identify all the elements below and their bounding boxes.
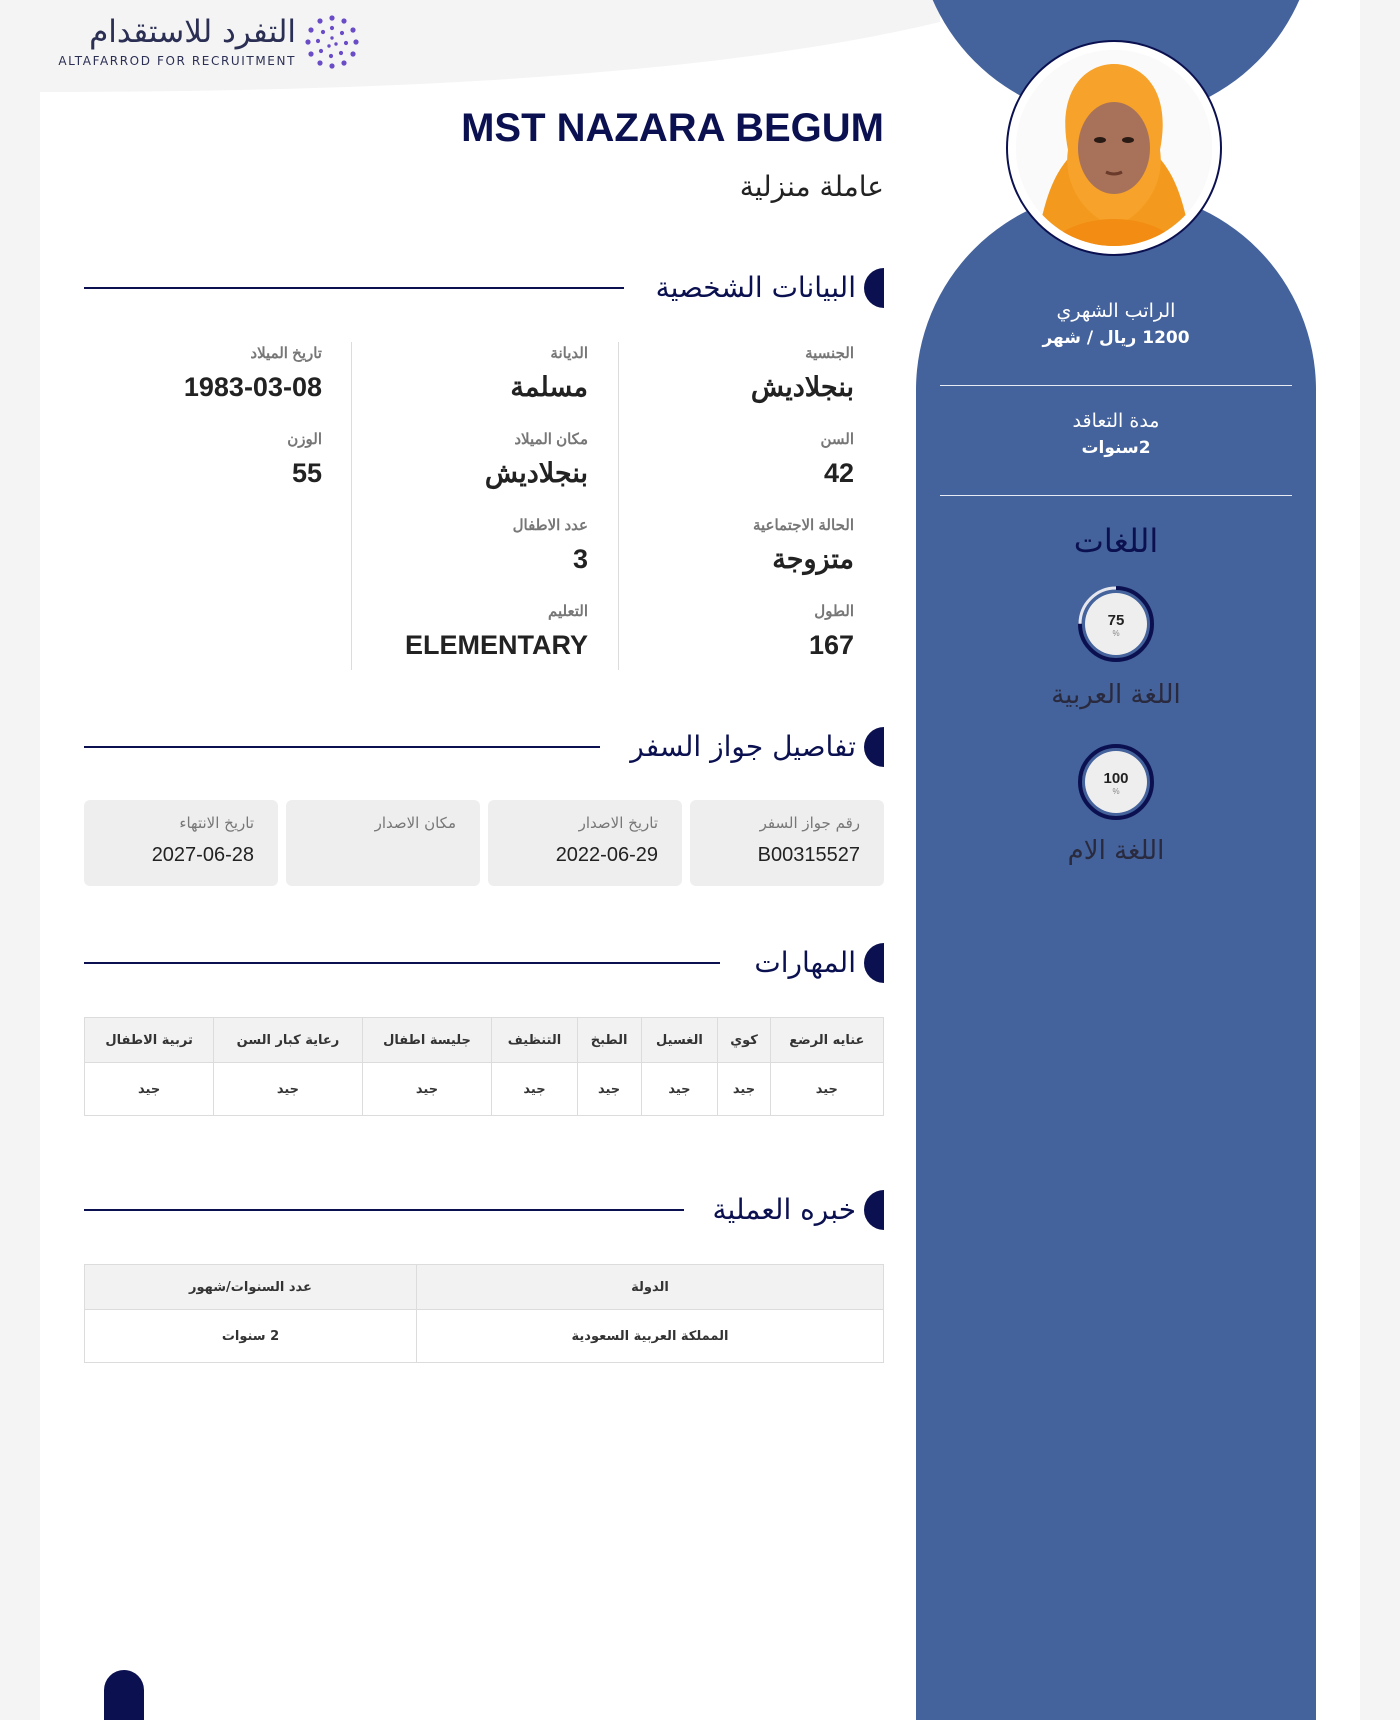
section-title: المهارات [754,946,856,979]
info-label: عدد الاطفال [512,517,588,534]
info-item-birthdate [100,344,322,430]
table-cell: المملكة العربية السعودية [417,1310,884,1363]
language-name-arabic: اللغة العربية [1051,680,1181,710]
table-header-cell: الدولة [417,1265,884,1310]
table-header-row [85,1265,884,1310]
section-title: خبره العملية [712,1193,856,1226]
info-item-religion [360,344,588,430]
company-name-ar: التفرد للاستقدام [89,14,296,50]
footer-tab [104,1670,144,1720]
info-item-nationality [630,344,854,430]
languages-title: اللغات [1073,522,1159,560]
sidebar-divider [940,495,1292,496]
salary-value: 1200 ريال / شهر [1042,328,1190,348]
passport-issue-place-box [286,800,480,886]
profile-photo-icon [1016,50,1212,246]
table-cell: جيد [362,1063,492,1116]
info-value: 3 [572,544,588,574]
table-header-row [85,1018,884,1063]
logo-dots-icon [304,14,360,70]
personal-column-1 [630,344,854,688]
info-value: بنجلاديش [750,372,854,402]
passport-value: 2027-06-28 [151,844,254,866]
passport-value: 2022-06-29 [555,844,658,866]
table-header-cell: التنظيف [492,1018,577,1063]
gauge-value: 75 [1107,612,1125,629]
personal-column-3 [100,344,322,516]
info-value: بنجلاديش [484,458,588,488]
info-value: مسلمة [510,372,588,402]
table-cell: جيد [718,1063,770,1116]
gauge-percent-sign: % [1112,629,1120,638]
section-rule [84,287,624,289]
passport-value: B00315527 [757,844,860,866]
table-header-cell: الطبخ [577,1018,641,1063]
section-rule [84,1209,684,1211]
info-item-birthplace [360,430,588,516]
mother-language-gauge [1076,742,1156,822]
passport-issue-date-box [488,800,682,886]
section-experience [84,1190,884,1230]
info-value: متزوجة [772,544,854,574]
company-logo [60,14,360,74]
section-cap [864,727,884,767]
company-name-en: ALTAFARROD FOR RECRUITMENT [58,54,296,68]
table-header-cell: عدد السنوات/شهور [85,1265,417,1310]
section-title: البيانات الشخصية [655,271,856,304]
info-value: 42 [823,458,854,488]
gauge-value: 100 [1103,770,1129,787]
column-separator [618,342,619,670]
monthly-salary [940,300,1292,348]
table-cell: جيد [214,1063,363,1116]
info-label: تاريخ الميلاد [250,345,322,362]
section-cap [864,268,884,308]
info-item-weight [100,430,322,516]
table-cell: جيد [577,1063,641,1116]
table-header-cell: جليسة اطفال [362,1018,492,1063]
info-label: الديانة [550,345,588,362]
info-value: 1983-03-08 [183,372,322,402]
gauge-percent-sign: % [1112,787,1120,796]
info-label: الوزن [287,431,322,448]
section-rule [84,962,720,964]
table-header-cell: كوي [718,1018,770,1063]
job-title: عاملة منزلية [739,170,884,203]
passport-label: تاريخ الاصدار [578,814,658,832]
info-label: الحالة الاجتماعية [752,517,854,534]
table-row [85,1310,884,1363]
candidate-name: MST NAZARA BEGUM [461,106,884,150]
contract-value: 2سنوات [1081,438,1151,458]
table-cell: جيد [641,1063,718,1116]
info-value: ELEMENTARY [404,630,588,660]
section-rule [84,746,600,748]
info-label: الجنسية [805,345,854,362]
info-label: مكان الميلاد [514,431,588,448]
cv-page [40,0,1360,1720]
section-personal [84,268,884,308]
profile-photo [1016,50,1212,246]
passport-number-box [690,800,884,886]
passport-label: رقم جواز السفر [759,814,860,832]
section-title: تفاصيل جواز السفر [630,730,856,763]
section-passport [84,727,884,767]
table-header-cell: عنايه الرضع [770,1018,883,1063]
salary-label: الراتب الشهري [1056,300,1176,322]
passport-expiry-date-box [84,800,278,886]
language-name-mother: اللغة الام [1067,836,1165,866]
contract-duration [940,410,1292,458]
table-row [85,1063,884,1116]
table-cell: جيد [492,1063,577,1116]
personal-column-2 [360,344,588,688]
info-item-height [630,602,854,688]
passport-label: تاريخ الانتهاء [179,814,254,832]
info-item-age [630,430,854,516]
info-label: الطول [814,603,854,620]
table-cell: 2 سنوات [85,1310,417,1363]
info-item-education [360,602,588,688]
table-header-cell: تربية الاطفال [85,1018,214,1063]
table-cell: جيد [85,1063,214,1116]
skills-table [84,1017,884,1116]
info-value: 167 [808,630,854,660]
column-separator [351,342,352,670]
table-header-cell: الغسيل [641,1018,718,1063]
section-cap [864,1190,884,1230]
info-label: التعليم [548,603,588,620]
table-header-cell: رعاية كبار السن [214,1018,363,1063]
arabic-language-gauge [1076,584,1156,664]
passport-label: مكان الاصدار [374,814,456,832]
sidebar-divider [940,385,1292,386]
section-cap [864,943,884,983]
experience-table [84,1264,884,1363]
info-item-children [360,516,588,602]
section-skills [84,943,884,983]
table-cell: جيد [770,1063,883,1116]
info-item-marital-status [630,516,854,602]
contract-label: مدة التعاقد [1072,410,1160,432]
info-label: السن [820,431,854,448]
info-value: 55 [291,458,322,488]
